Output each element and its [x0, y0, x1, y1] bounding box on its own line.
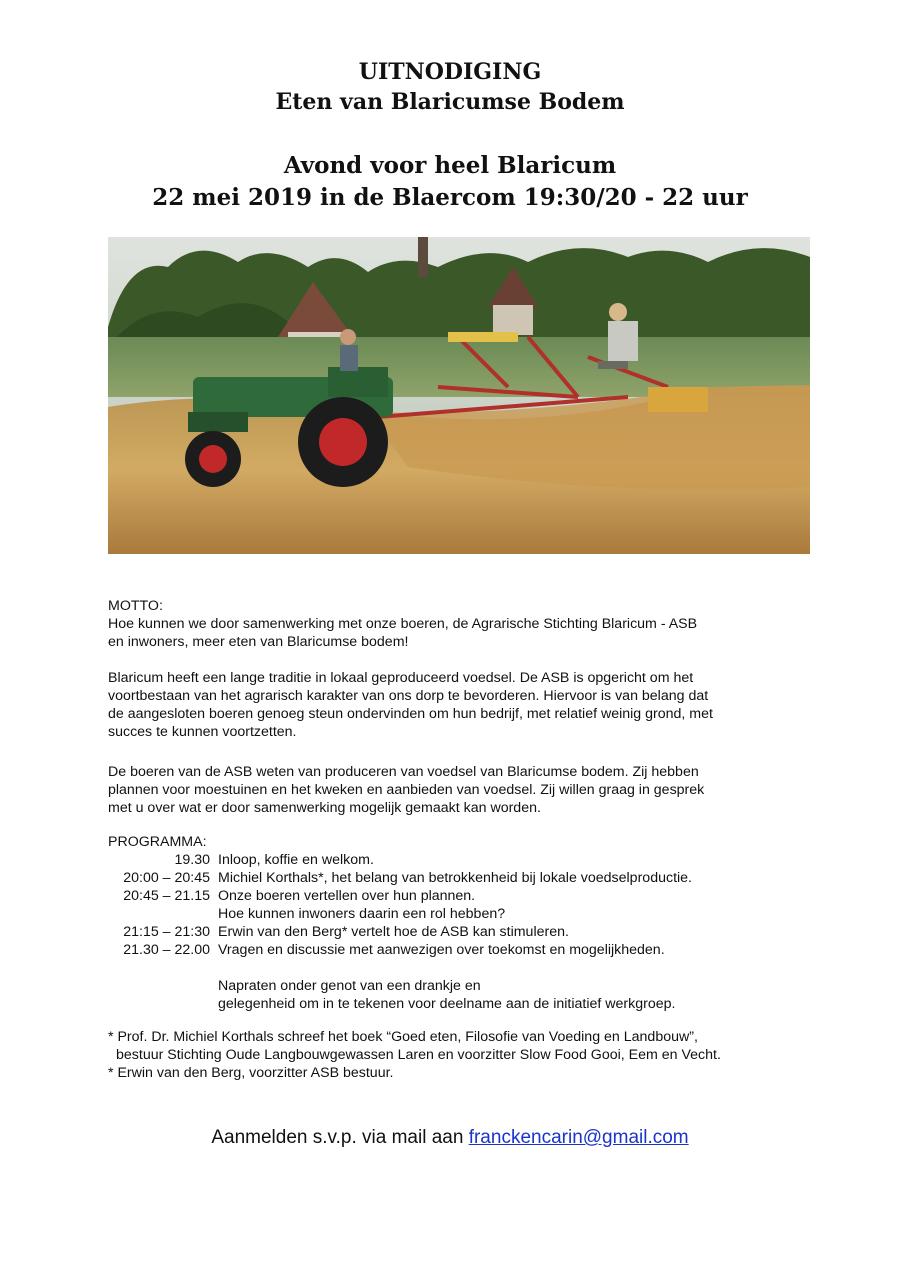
- signup-text: Aanmelden s.v.p. via mail aan: [211, 1127, 469, 1148]
- program-closing: [108, 995, 808, 1013]
- program-row: [108, 941, 808, 959]
- program-row: [108, 851, 808, 869]
- motto-label: MOTTO:: [108, 598, 163, 614]
- program-item: Onze boeren vertellen over hun plannen.: [218, 888, 476, 904]
- program-time: [108, 905, 218, 923]
- program-item: Michiel Korthals*, het belang van betrokkenheid bij lokale voedselproductie.: [218, 870, 692, 886]
- footnote-line: bestuur Stichting Oude Langbouwgewassen Laren en voorzitter Slow Food Gooi, Eem en Vecht.: [116, 1047, 721, 1063]
- email-link[interactable]: franckencarin@gmail.com: [468, 1127, 689, 1148]
- signup-line: [0, 1127, 900, 1149]
- invitation-header: [0, 57, 900, 117]
- program-closing: [108, 977, 808, 995]
- paragraph-line: plannen voor moestuinen en het kweken en aanbieden van voedsel. Zij willen graag in gesprek: [108, 782, 705, 798]
- paragraph-line: met u over wat er door samenwerking mogelijk gemaakt kan worden.: [108, 800, 541, 816]
- event-details: [0, 150, 900, 214]
- tractor-photo-icon: [108, 237, 810, 554]
- motto-section: [108, 597, 808, 651]
- program-section: [108, 833, 808, 1013]
- event-subtitle: Avond voor heel Blaricum: [283, 152, 617, 179]
- paragraph-line: Blaricum heeft een lange traditie in lokaal geproduceerd voedsel. De ASB is opgericht om het: [108, 670, 694, 686]
- closing-line: gelegenheid om in te tekenen voor deelname aan de initiatief werkgroep.: [218, 996, 676, 1012]
- program-row: [108, 923, 808, 941]
- program-time: 19.30: [174, 852, 210, 868]
- motto-line: en inwoners, meer eten van Blaricumse bodem!: [108, 634, 409, 650]
- program-time: 21.30 – 22.00: [123, 942, 210, 958]
- invitation-label: UITNODIGING: [358, 59, 542, 85]
- tractor-harvest-photo: [108, 237, 810, 554]
- paragraph-line: voortbestaan van het agrarisch karakter van ons dorp te bevorderen. Hiervoor is van belang dat: [108, 688, 709, 704]
- closing-line: Napraten onder genot van een drankje en: [218, 978, 481, 994]
- footnote-line: * Erwin van den Berg, voorzitter ASB bestuur.: [108, 1065, 394, 1081]
- program-item: Inloop, koffie en welkom.: [218, 852, 374, 868]
- event-date-location: 22 mei 2019 in de Blaercom 19:30/20 - 22 uur: [152, 184, 748, 211]
- paragraph-line: succes te kunnen voortzetten.: [108, 724, 297, 740]
- program-time: 20:00 – 20:45: [123, 870, 210, 886]
- program-item: Erwin van den Berg* vertelt hoe de ASB kan stimuleren.: [218, 924, 569, 940]
- farmers-paragraph: [108, 763, 808, 817]
- program-time: 21:15 – 21:30: [123, 924, 210, 940]
- motto-line: Hoe kunnen we door samenwerking met onze boeren, de Agrarische Stichting Blaricum - ASB: [108, 616, 698, 632]
- paragraph-line: De boeren van de ASB weten van produceren van voedsel van Blaricumse bodem. Zij hebben: [108, 764, 699, 780]
- footnotes: [108, 1028, 808, 1082]
- program-item: Vragen en discussie met aanwezigen over toekomst en mogelijkheden.: [218, 942, 665, 958]
- intro-paragraph: [108, 669, 808, 741]
- program-row: [108, 887, 808, 905]
- event-name: Eten van Blaricumse Bodem: [275, 89, 625, 115]
- program-row: [108, 869, 808, 887]
- program-label: PROGRAMMA:: [108, 834, 207, 850]
- program-item: Hoe kunnen inwoners daarin een rol hebben?: [218, 906, 506, 922]
- footnote-line: * Prof. Dr. Michiel Korthals schreef het boek “Goed eten, Filosofie van Voeding en Landbouw”,: [108, 1029, 698, 1045]
- paragraph-line: de aangesloten boeren genoeg steun ondervinden om hun bedrijf, met relatief weinig grond, met: [108, 706, 713, 722]
- program-row: [108, 905, 808, 923]
- program-time: 20:45 – 21.15: [123, 888, 210, 904]
